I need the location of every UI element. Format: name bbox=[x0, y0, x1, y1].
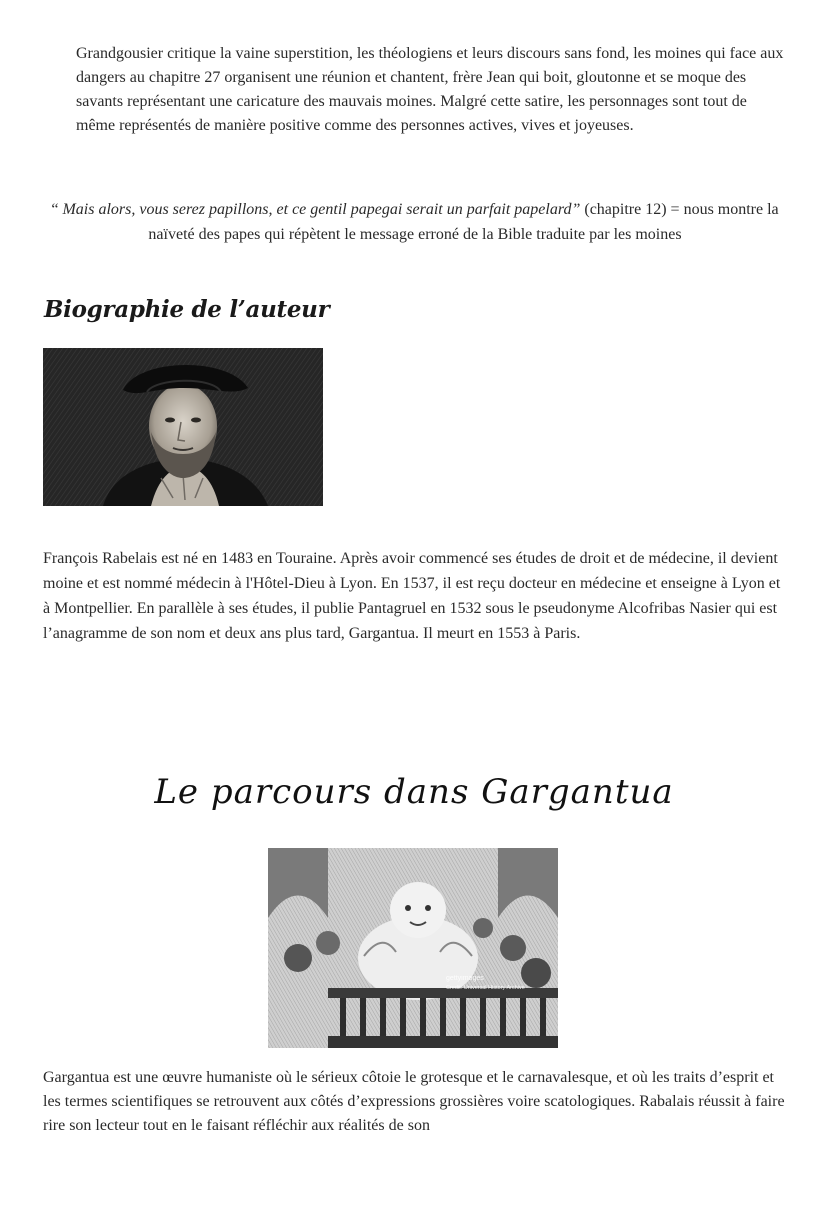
quote-paragraph bbox=[40, 197, 790, 247]
quote-open-mark: “ bbox=[51, 201, 59, 218]
biography-paragraph: François Rabelais est né en 1483 en Touraine. Après avoir commencé ses études de droit et de médecine, il devient moine et est nommé médecin à l'Hôtel-Dieu à Lyon. En 1537, il est reçu docteur en médecine et enseigne à Lyon et à Montpellier. En parallèle à ses études, il publie Pantagruel en 1532 sous le pseudonyme Alcofribas Nasier qui est l’anagramme de son nom et deux ans plus tard, Gargantua. Il meurt en 1553 à Paris. bbox=[43, 550, 781, 642]
quote-rest: (chapitre 12) = nous montre la naïveté des papes qui répètent le message erroné de la Bible traduite par les moines bbox=[148, 201, 779, 243]
intro-paragraph: Grandgousier critique la vaine superstition, les théologiens et leurs discours sans fond, les moines qui face aux dangers au chapitre 27 organisent une réunion et chantent, frère Jean qui boit, gloutonne et se moque des savants représentant une caricature des mauvais moines. Malgré cette satire, les personnages sont tout de même représentés de manière positive comme des personnes actives, vives et joyeuses. bbox=[76, 45, 784, 134]
gargantua-engraving-image bbox=[268, 848, 558, 1048]
parcours-paragraph: Gargantua est une œuvre humaniste où le sérieux côtoie le grotesque et le carnavalesque, et où les traits d’esprit et les termes scientifiques se retrouvent aux côtés d’expressions grossières voire scatologiques. Rabalais réussit à faire rire son lecteur tout en le faisant réfléchir aux réalités de son bbox=[43, 1069, 785, 1134]
rabelais-portrait-image bbox=[43, 348, 323, 506]
image-watermark-credit: Credit: Universal History Archive bbox=[446, 985, 525, 991]
quote-italic-text: Mais alors, vous serez papillons, et ce gentil papegai serait un parfait papelard” bbox=[62, 201, 581, 218]
image-watermark-getty: gettyimages bbox=[446, 975, 484, 982]
parcours-heading: Le parcours dans Gargantua bbox=[154, 772, 674, 812]
biography-heading: Biographie de l’auteur bbox=[44, 296, 330, 323]
